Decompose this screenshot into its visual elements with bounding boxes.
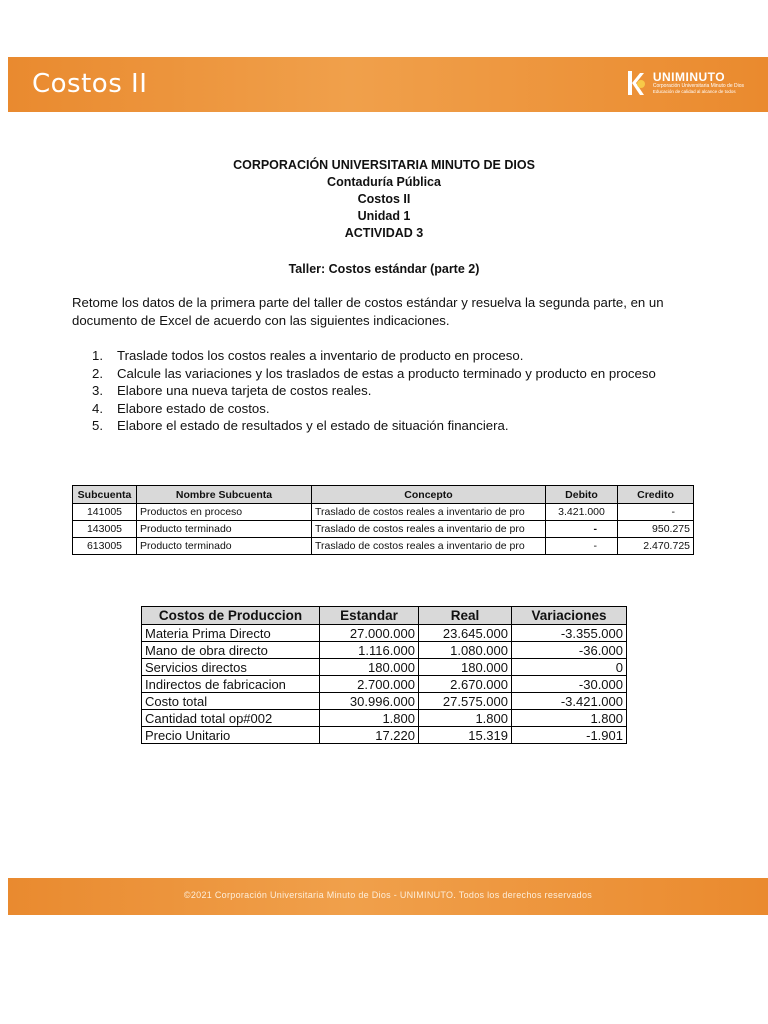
column-header: Concepto — [312, 486, 546, 504]
list-item: 5. Elabore el estado de resultados y el estado de situación financiera. — [92, 418, 509, 433]
heading-line: Unidad 1 — [357, 209, 411, 223]
workshop-title: Taller: Costos estándar (parte 2) — [288, 262, 480, 276]
table-cell: 23.645.000 — [419, 625, 512, 642]
table-cell: Producto terminado — [137, 538, 312, 555]
brand-logo — [625, 69, 744, 97]
instructions-list — [92, 347, 732, 435]
header-banner — [8, 57, 768, 112]
table-cell: -30.000 — [512, 676, 627, 693]
heading-line: ACTIVIDAD 3 — [344, 226, 424, 240]
brand-name: UNIMINUTO — [652, 70, 726, 85]
column-header: Credito — [618, 486, 694, 504]
copyright-text: ©2021 Corporación Universitaria Minuto de Dios - UNIMINUTO. Todos los derechos reservados — [183, 890, 593, 900]
step-text: Elabore el estado de resultados y el estado de situación financiera. — [117, 418, 509, 433]
column-header: Real — [419, 607, 512, 625]
table-cell: 30.996.000 — [320, 693, 419, 710]
step-text: Traslade todos los costos reales a inventario de producto en proceso. — [117, 348, 524, 363]
table-cell: Cantidad total op#002 — [142, 710, 320, 727]
table-row — [142, 625, 627, 642]
table-cell: 3.421.000 — [546, 504, 618, 521]
table-cell: -3.355.000 — [512, 625, 627, 642]
table-row — [73, 538, 694, 555]
table-cell: Traslado de costos reales a inventario de pro — [312, 504, 546, 521]
table-cell: 1.800 — [512, 710, 627, 727]
table-cell: - — [618, 504, 694, 521]
uniminuto-logo-icon — [625, 69, 649, 97]
table-cell: 2.470.725 — [618, 538, 694, 555]
course-title: Costos II — [32, 69, 148, 99]
footer-banner — [8, 878, 768, 915]
table-cell: 27.575.000 — [419, 693, 512, 710]
heading-line: CORPORACIÓN UNIVERSITARIA MINUTO DE DIOS — [233, 158, 535, 172]
step-text: Elabore estado de costos. — [117, 400, 270, 416]
column-header: Nombre Subcuenta — [137, 486, 312, 504]
heading-line: Costos II — [357, 192, 411, 206]
table-cell: 17.220 — [320, 727, 419, 744]
table-row — [142, 659, 627, 676]
column-header: Subcuenta — [73, 486, 137, 504]
table-row — [73, 504, 694, 521]
table-cell: Servicios directos — [142, 659, 320, 676]
table-cell: -36.000 — [512, 642, 627, 659]
table-row — [142, 676, 627, 693]
table-cell: 950.275 — [618, 521, 694, 538]
intro-paragraph: Retome los datos de la primera parte del taller de costos estándar y resuelva la segunda parte, en un documento de Excel de acuerdo con las siguientes indicaciones. — [72, 295, 664, 328]
table-cell: 613005 — [73, 538, 137, 555]
table-cell: 180.000 — [320, 659, 419, 676]
table-cell: 1.800 — [320, 710, 419, 727]
column-header: Variaciones — [512, 607, 627, 625]
table-cell: Traslado de costos reales a inventario de pro — [312, 521, 546, 538]
production-costs-table — [141, 606, 627, 744]
accounting-entries-table — [72, 485, 694, 555]
table-row — [142, 727, 627, 744]
table-cell: 1.080.000 — [419, 642, 512, 659]
table-cell: Traslado de costos reales a inventario de pro — [312, 538, 546, 555]
brand-tagline: Educación de calidad al alcance de todos — [652, 89, 736, 95]
list-item: 3. Elabore una nueva tarjeta de costos reales. — [92, 383, 372, 398]
list-item: 2. Calcule las variaciones y los traslados de estas a producto terminado y producto en proceso — [92, 365, 656, 381]
step-text: Calcule las variaciones y los traslados de estas a producto terminado y producto en proceso — [117, 365, 656, 381]
table-cell: 2.670.000 — [419, 676, 512, 693]
table-row — [142, 693, 627, 710]
table-cell: 180.000 — [419, 659, 512, 676]
table-cell: 143005 — [73, 521, 137, 538]
table-cell: Precio Unitario — [142, 727, 320, 744]
table-cell: Producto terminado — [137, 521, 312, 538]
column-header: Estandar — [320, 607, 419, 625]
table-row — [73, 521, 694, 538]
column-header: Debito — [546, 486, 618, 504]
table-cell: 141005 — [73, 504, 137, 521]
table-cell: - — [546, 538, 618, 555]
table-cell: 15.319 — [419, 727, 512, 744]
column-header: Costos de Produccion — [142, 607, 320, 625]
document-heading — [0, 157, 768, 242]
table-cell: - — [546, 521, 618, 538]
table-cell: Indirectos de fabricacion — [142, 676, 320, 693]
heading-line: Contaduría Pública — [327, 175, 441, 189]
table-cell: 27.000.000 — [320, 625, 419, 642]
table-cell: -1.901 — [512, 727, 627, 744]
table-cell: Materia Prima Directo — [142, 625, 320, 642]
step-text: Elabore una nueva tarjeta de costos reales. — [117, 383, 372, 398]
table-cell: 1.800 — [419, 710, 512, 727]
table-cell: 2.700.000 — [320, 676, 419, 693]
list-item: 4. Elabore estado de costos. — [92, 400, 270, 416]
list-item: 1. Traslade todos los costos reales a inventario de producto en proceso. — [92, 348, 524, 363]
table-header-row — [142, 607, 627, 625]
table-cell: Costo total — [142, 693, 320, 710]
brand-subtitle: Corporación Universitaria Minuto de Dios — [652, 83, 744, 90]
table-header-row — [73, 486, 694, 504]
table-row — [142, 710, 627, 727]
table-cell: Mano de obra directo — [142, 642, 320, 659]
table-row — [142, 642, 627, 659]
table-cell: 0 — [512, 659, 627, 676]
table-cell: -3.421.000 — [512, 693, 627, 710]
table-cell: 1.116.000 — [320, 642, 419, 659]
table-cell: Productos en proceso — [137, 504, 312, 521]
